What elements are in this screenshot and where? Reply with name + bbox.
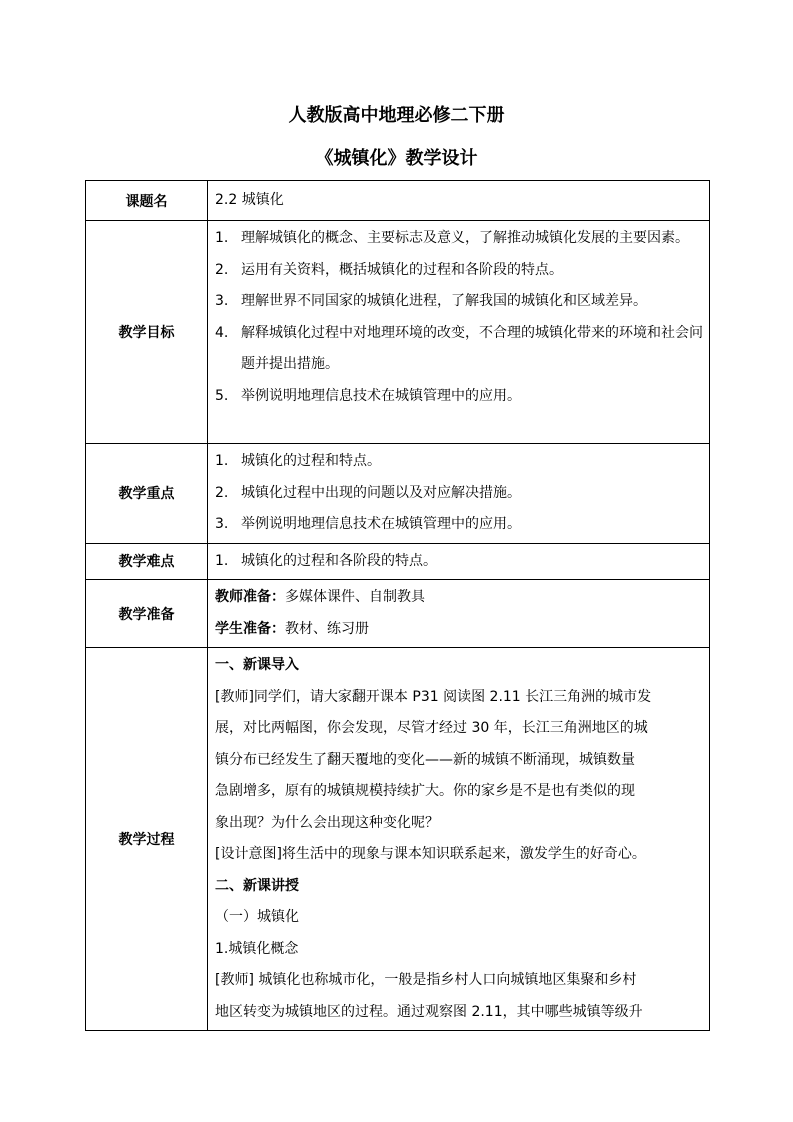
key-point-item-number: 1.: [215, 453, 229, 469]
process-lecture-text: [215, 902, 703, 1028]
student-prep-value: 教材、练习册: [285, 620, 369, 637]
process-intro-line: 象出现？为什么会出现这种变化呢？: [215, 814, 439, 831]
preparation-content: [208, 580, 710, 648]
row-preparation: [86, 580, 710, 648]
difficulty-item-number: 1.: [215, 552, 229, 569]
goal-item-number: 4.: [215, 324, 229, 341]
process-content: [208, 648, 710, 1031]
process-intro-line: [教师]同学们，请大家翻开课本 P31 阅读图 2.11 长江三角洲的城市发: [215, 688, 652, 705]
topic-value: [208, 181, 710, 221]
document-title: 人教版高中地理必修二下册: [288, 105, 505, 126]
row-goals: [86, 221, 710, 444]
goal-item-number: 2.: [215, 261, 229, 278]
goal-item-number: 3.: [215, 293, 229, 309]
document-subtitle: 《城镇化》教学设计: [315, 148, 478, 169]
goals-header: 教学目标: [86, 221, 208, 444]
goal-item-text: 理解世界不同国家的城镇化进程，了解我国的城镇化和区域差异。: [241, 293, 647, 309]
key-points-content: [208, 444, 710, 544]
process-lecture-line: [教师] 城镇化也称城市化，一般是指乡村人口向城镇地区集聚和乡村: [215, 972, 637, 988]
process-lecture-line: （一）城镇化: [215, 909, 299, 925]
goal-item: [215, 381, 703, 413]
student-prep-label: 学生准备：: [215, 620, 285, 637]
topic-text: 2.2 城镇化: [215, 191, 284, 208]
process-intro-line: 急剧增多，原有的城镇规模持续扩大。你的家乡是不是也有类似的现: [215, 783, 635, 799]
goal-item: [215, 286, 703, 318]
goal-item-number: 1.: [215, 230, 229, 246]
process-intro-text: [215, 682, 703, 871]
key-point-item-text: 城镇化过程中出现的问题以及对应解决措施。: [241, 484, 521, 501]
key-point-item: [215, 446, 703, 478]
key-point-item: [215, 509, 703, 541]
teacher-prep-line: [215, 582, 703, 614]
process-lecture-line: 1.城镇化概念: [215, 940, 299, 957]
row-process: [86, 648, 710, 1031]
goal-item-text: 举例说明地理信息技术在城镇管理中的应用。: [241, 387, 521, 404]
difficulties-header: 教学难点: [86, 543, 208, 580]
process-header: 教学过程: [86, 648, 208, 1031]
process-intro-line: 镇分布已经发生了翻天覆地的变化——新的城镇不断涌现，城镇数量: [215, 751, 635, 768]
lesson-plan-table: [85, 180, 710, 1031]
row-difficulties: [86, 543, 710, 580]
key-point-item-text: 举例说明地理信息技术在城镇管理中的应用。: [241, 516, 521, 532]
goals-content: [208, 221, 710, 444]
difficulty-item: [215, 546, 703, 578]
goal-item-number: 5.: [215, 387, 229, 404]
row-topic: [86, 181, 710, 221]
teacher-prep-value: 多媒体课件、自制教具: [285, 589, 425, 605]
key-points-header: 教学重点: [86, 444, 208, 544]
row-key-points: [86, 444, 710, 544]
preparation-header: 教学准备: [86, 580, 208, 648]
process-lecture-line: 地区转变为城镇地区的过程。通过观察图 2.11，其中哪些城镇等级升: [215, 1003, 643, 1020]
difficulty-item-text: 城镇化的过程和各阶段的特点。: [241, 552, 437, 569]
goal-item: [215, 318, 703, 381]
process-section-lecture: 二、新课讲授: [215, 877, 299, 894]
process-intro-line: [设计意图]将生活中的现象与课本知识联系起来，激发学生的好奇心。: [215, 846, 646, 862]
goal-item-text: 运用有关资料，概括城镇化的过程和各阶段的特点。: [241, 261, 563, 278]
topic-header: 课题名: [86, 181, 208, 221]
goal-item-text: 解释城镇化过程中对地理环境的改变，不合理的城镇化带来的环境和社会问题并提出措施。: [241, 324, 703, 372]
process-section-intro: 一、新课导入: [215, 657, 299, 673]
student-prep-line: [215, 614, 703, 646]
difficulties-content: [208, 543, 710, 580]
teacher-prep-label: 教师准备：: [215, 589, 285, 605]
key-point-item-number: 3.: [215, 516, 229, 532]
key-point-item-text: 城镇化的过程和特点。: [241, 453, 381, 469]
goal-item: [215, 223, 703, 255]
key-point-item-number: 2.: [215, 484, 229, 501]
process-intro-line: 展，对比两幅图，你会发现，尽管才经过 30 年，长江三角洲地区的城: [215, 720, 648, 736]
key-point-item: [215, 478, 703, 510]
goal-item-text: 理解城镇化的概念、主要标志及意义，了解推动城镇化发展的主要因素。: [241, 230, 689, 246]
goal-item: [215, 255, 703, 287]
